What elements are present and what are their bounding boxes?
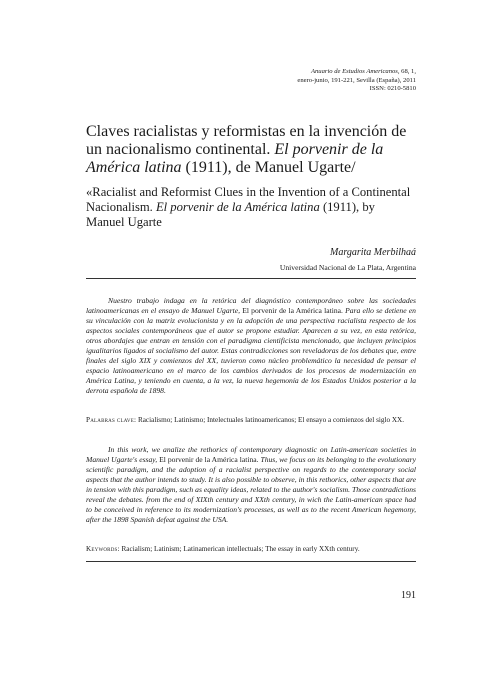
article-title-english: «Racialist and Reformist Clues in the Invention of a Continental Nacionalism. El porvenir de la América latina (1911), by Manuel Ugarte <box>86 185 411 230</box>
journal-header <box>297 68 416 94</box>
keywords-label: Keywords: <box>86 545 120 553</box>
author-affiliation: Universidad Nacional de La Plata, Argentina <box>279 263 416 272</box>
journal-name: Anuario de Estudios Americanos <box>310 68 398 75</box>
book-title: El porvenir de la América latina <box>155 200 320 215</box>
author-name: Margarita Merbilhaá <box>329 247 416 258</box>
divider <box>86 278 416 279</box>
keywords-text: Racialism; Latinism; Latinamerican intellectuals; The essay in early XXth century. <box>121 545 360 553</box>
journal-issue-line: enero-junio, 191-221, Sevilla (España), 2011 <box>297 76 416 84</box>
journal-issn: ISSN: 0210-5810 <box>369 85 416 93</box>
keywords-text: Racialismo; Latinismo; Intelectuales latinoamericanos; El ensayo a comienzos del siglo XX. <box>137 416 405 424</box>
keywords-label: Palabras clave: <box>86 416 137 424</box>
keywords-spanish <box>86 416 416 425</box>
book-title: El porvenir de la América latina. <box>159 454 259 464</box>
abstract-english: In this work, we analize the rethorics of contemporary diagnostic on Latin-american societies in Manuel Ugarte's essay, El porvenir de la América latina. Thus, we focus on its belonging to the evolutionary scientific paradigm, and the adoption of a racialist perspective on regards to the contemporary social aspects that the author intends to study. It is also possible to observe, in this rethorics, other aspects that are in tension with this paradigm, such as equality ideas, related to the author's socialism. Those contradictions reveal the debates. from the end of XIXth century and XXth century, in wich the Latin-american space had to be conceived in reference to its modernization's processes, as well as to the recent American hegemony, after the 1898 Spanish defeat against the USA. <box>86 445 416 524</box>
keywords-english <box>86 545 416 554</box>
journal-volume: , 68, 1, <box>397 68 416 75</box>
book-title: El porvenir de la América latina <box>86 141 384 176</box>
divider <box>86 561 416 562</box>
abstract-spanish: Nuestro trabajo indaga en la retórica del diagnóstico contemporáneo sobre las sociedades latinoamericanas en el ensayo de Manuel Ugarte, El porvenir de la América latina. Para ello se detiene en su vinculación con la matriz evolucionista y en la adopción de una perspectiva racialista respecto de los aspectos sociales contemporáneos que el autor se propone estudiar. Aparecen a su vez, en esta retórica, otros abordajes que entran en tensión con el paradigma cientificista mencionado, que incluyen principios igualitarios ligados al socialismo del autor. Estas contradicciones son reveladoras de los debates que, entre finales del siglo XIX y comienzos del XX, tuvieron como núcleo problemático la necesidad de pensar el espacio latinoamericano en el marco de los cambios derivados de los procesos de modernización en América Latina, y teniendo en cuenta, a la vez, la nueva hegemonía de los Estados Unidos posterior a la derrota española de 1898. <box>86 296 416 395</box>
book-title: El porvenir de la América latina. <box>242 305 343 315</box>
article-title-spanish: Claves racialistas y reformistas en la invención de un nacionalismo continental. El porvenir de la América latina (1911), de Manuel Ugarte/ <box>86 123 407 176</box>
page-number: 191 <box>401 590 416 601</box>
